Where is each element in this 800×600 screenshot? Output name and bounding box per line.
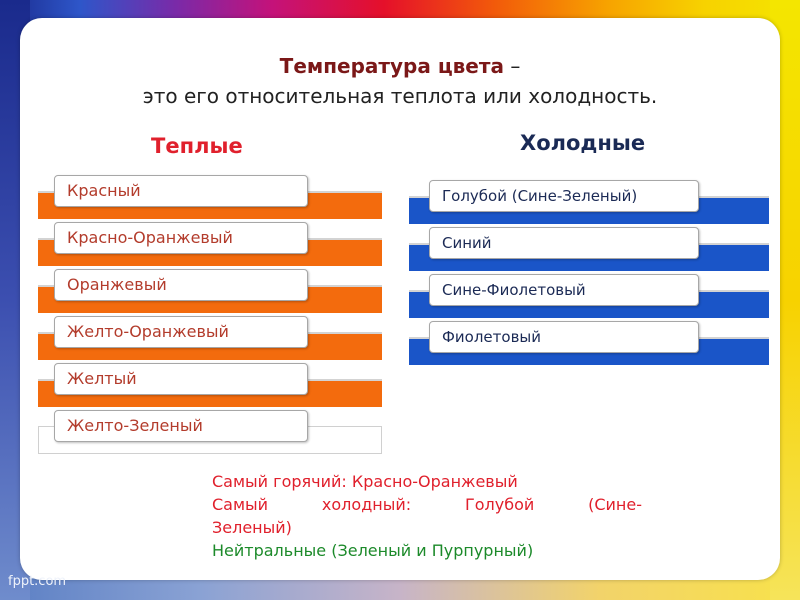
watermark: fppt.com (8, 574, 67, 589)
list-item (38, 222, 382, 269)
list-item (38, 410, 382, 457)
cool-heading: Холодные (520, 131, 646, 155)
warm-color-label: Красно-Оранжевый (54, 222, 308, 254)
warm-color-label: Желто-Зеленый (54, 410, 308, 442)
list-item (38, 363, 382, 410)
cool-color-label: Сине-Фиолетовый (429, 274, 699, 306)
list-item (38, 269, 382, 316)
cool-color-label: Голубой (Сине-Зеленый) (429, 180, 699, 212)
list-item (409, 321, 769, 368)
list-item (409, 227, 769, 274)
list-item (38, 175, 382, 222)
note-coldest-line2: Зеленый) (212, 518, 292, 537)
warm-color-label: Желтый (54, 363, 308, 395)
cool-color-label: Фиолетовый (429, 321, 699, 353)
warm-heading: Теплые (151, 134, 243, 158)
warm-color-label: Желто-Оранжевый (54, 316, 308, 348)
cool-color-list (409, 180, 769, 368)
list-item (409, 274, 769, 321)
warm-color-label: Красный (54, 175, 308, 207)
notes-block (212, 470, 642, 562)
title-strong: Температура цвета (279, 54, 504, 78)
title-dash: – (503, 54, 521, 78)
warm-color-label: Оранжевый (54, 269, 308, 301)
warm-color-list (38, 175, 382, 457)
note-neutral: Нейтральные (Зеленый и Пурпурный) (212, 541, 534, 560)
note-hottest: Самый горячий: Красно-Оранжевый (212, 472, 518, 491)
note-coldest-line1: Самый холодный: Голубой (Сине- (212, 495, 642, 514)
list-item (409, 180, 769, 227)
slide-title (0, 54, 800, 78)
list-item (38, 316, 382, 363)
slide-subtitle: это его относительная теплота или холодность. (142, 84, 658, 108)
cool-color-label: Синий (429, 227, 699, 259)
